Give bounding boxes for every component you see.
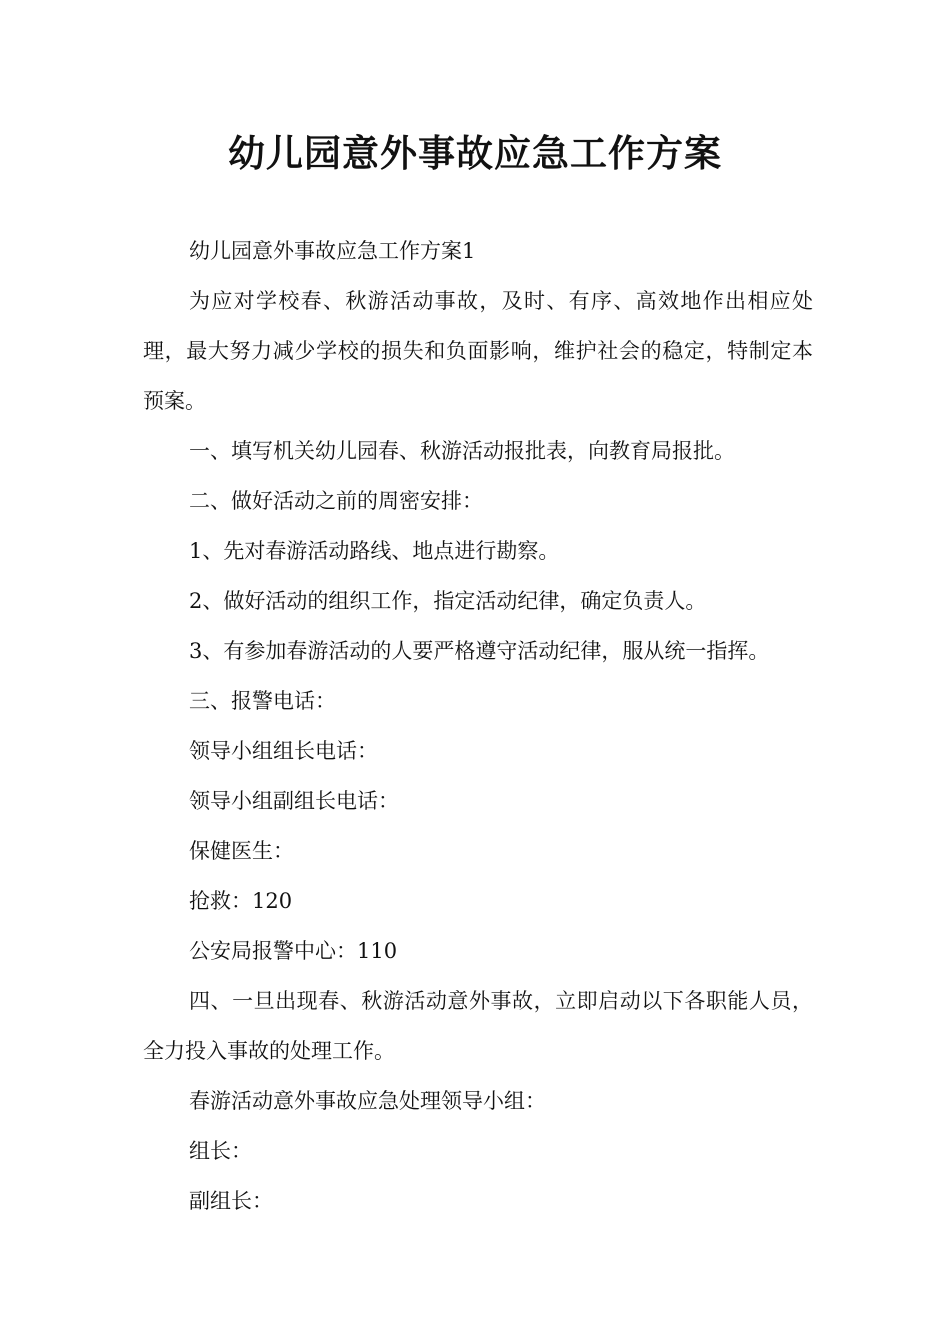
paragraph-subtitle: 幼儿园意外事故应急工作方案1: [189, 239, 476, 263]
paragraph-section-2: 二、做好活动之前的周密安排：: [189, 489, 483, 513]
paragraph-group-deputy-leader: 副组长：: [189, 1189, 273, 1213]
paragraph-deputy-leader-phone: 领导小组副组长电话：: [189, 789, 399, 813]
paragraph-rescue-number: 抢救：120: [189, 889, 293, 913]
paragraph-group-leader: 组长：: [189, 1139, 252, 1163]
paragraph-section-4: 四、一旦出现春、秋游活动意外事故，立即启动以下各职能人员，全力投入事故的处理工作。: [143, 989, 813, 1063]
document-body: [143, 226, 813, 1226]
paragraph-section-3: 三、报警电话：: [189, 689, 336, 713]
paragraph-leader-phone: 领导小组组长电话：: [189, 739, 378, 763]
paragraph-intro: 为应对学校春、秋游活动事故，及时、有序、高效地作出相应处理，最大努力减少学校的损失和负面影响，维护社会的稳定，特制定本预案。: [143, 289, 813, 413]
paragraph-item-3: 3、有参加春游活动的人要严格遵守活动纪律，服从统一指挥。: [189, 639, 770, 663]
paragraph-leadership-group: 春游活动意外事故应急处理领导小组：: [189, 1089, 546, 1113]
paragraph-section-1: 一、填写机关幼儿园春、秋游活动报批表，向教育局报批。: [189, 439, 735, 463]
document-title: 幼儿园意外事故应急工作方案: [228, 132, 722, 175]
paragraph-item-1: 1、先对春游活动路线、地点进行勘察。: [189, 539, 560, 563]
paragraph-item-2: 2、做好活动的组织工作，指定活动纪律，确定负责人。: [189, 589, 707, 613]
paragraph-health-doctor: 保健医生：: [189, 839, 294, 863]
paragraph-police-number: 公安局报警中心：110: [189, 939, 398, 963]
